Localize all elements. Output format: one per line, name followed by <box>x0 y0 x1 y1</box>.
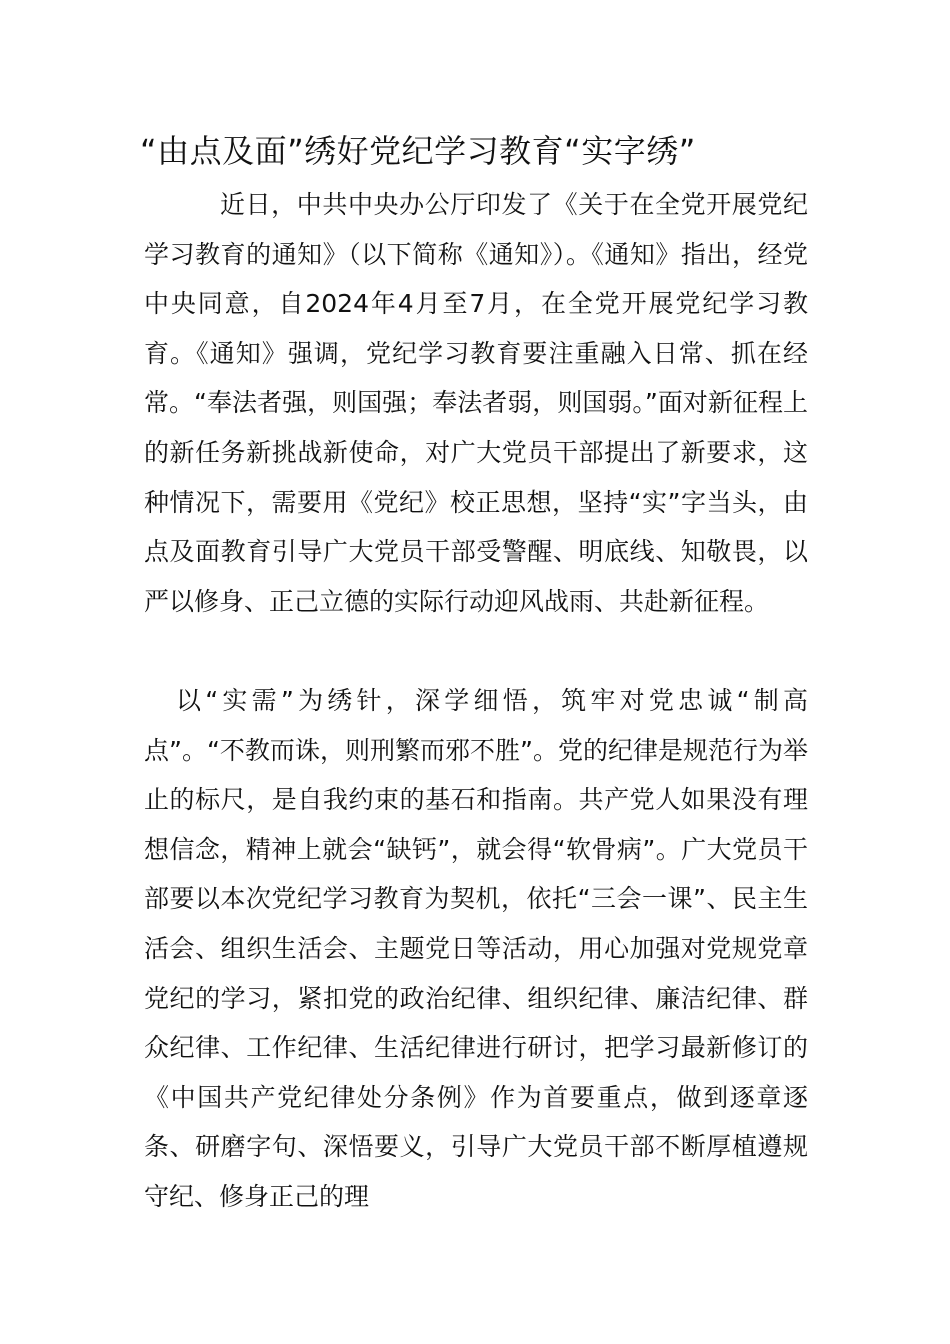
body-paragraph-block <box>144 676 808 1222</box>
body-paragraph-block <box>144 180 808 626</box>
body-paragraph: 以“实需”为绣针，深学细悟，筑牢对党忠诚“制高点”。“不教而诛，则刑繁而邪不胜”。党的纪律是规范行为举止的标尺，是自我约束的基石和指南。共产党人如果没有理想信念，精神上就会“缺钙”，就会得“软骨病”。广大党员干部要以本次党纪学习教育为契机，依托“三会一课”、民主生活会、组织生活会、主题党日等活动，用心加强对党规党章党纪的学习，紧扣党的政治纪律、组织纪律、廉洁纪律、群众纪律、工作纪律、生活纪律进行研讨，把学习最新修订的《中国共产党纪律处分条例》作为首要重点，做到逐章逐条、研磨字句、深悟要义，引导广大党员干部不断厚植遵规守纪、修身正己的理 <box>144 686 808 1211</box>
document-title: “由点及面”绣好党纪学习教育“实字绣” <box>140 132 696 170</box>
body-paragraph: 近日，中共中央办公厅印发了《关于在全党开展党纪学习教育的通知》（以下简称《通知》）。《通知》指出，经党中央同意，自2024年4月至7月，在全党开展党纪学习教育。《通知》强调，党纪学习教育要注重融入日常、抓在经常。“奉法者强，则国强；奉法者弱，则国弱。”面对新征程上的新任务新挑战新使命，对广大党员干部提出了新要求，这种情况下，需要用《党纪》校正思想，坚持“实”字当头，由点及面教育引导广大党员干部受警醒、明底线、知敬畏，以严以修身、正己立德的实际行动迎风战雨、共赴新征程。 <box>144 190 808 616</box>
